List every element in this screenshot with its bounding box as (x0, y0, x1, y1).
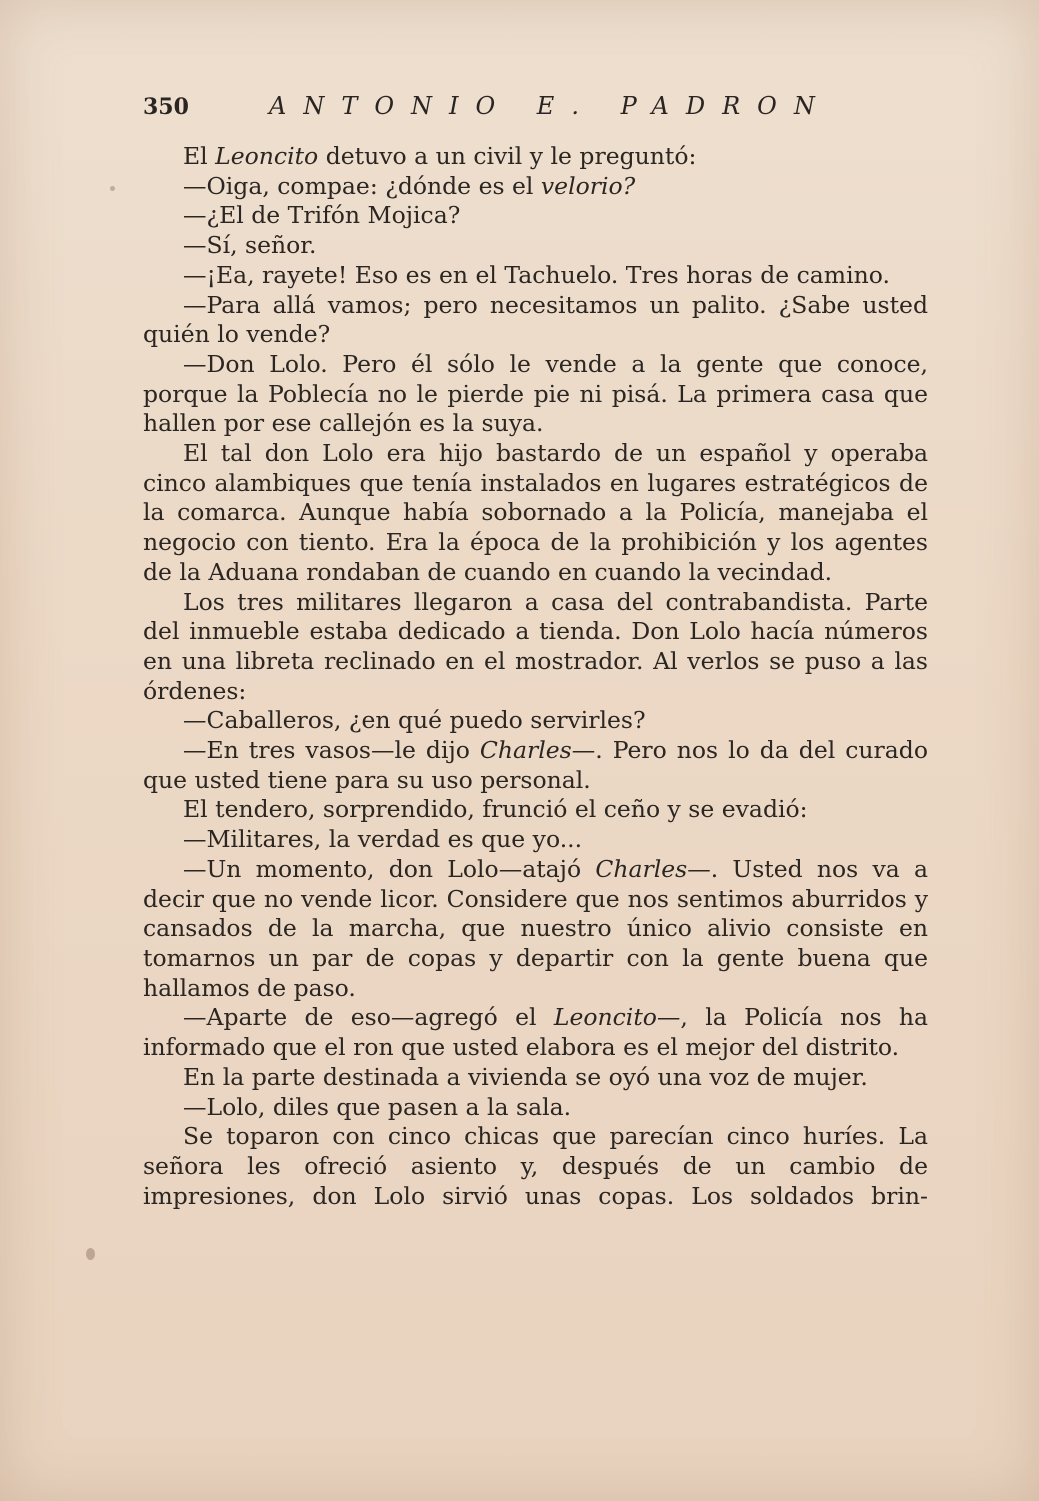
text-run: —Un momento, don Lolo—atajó (183, 854, 596, 883)
text-run: Los tres militares llegaron a casa del contrabandista. Parte del inmueble estaba dedicado a tienda. Don Lolo hacía números en una libreta reclinado en el mostrador. Al verlos se puso a las órdenes: (143, 587, 928, 705)
italic-text-run: Charles (595, 854, 688, 883)
paragraph (143, 588, 928, 707)
paragraph (143, 201, 928, 231)
text-run: Se toparon con cinco chicas que parecían cinco huríes. La señora les ofreció asiento y, después de un cambio de impresiones, don Lolo sirvió unas copas. Los soldados brin- (143, 1122, 928, 1210)
paragraph (143, 706, 928, 736)
text-run: —Para allá vamos; pero necesitamos un palito. ¿Sabe usted quién lo vende? (143, 290, 928, 349)
italic-text-run: velorio? (540, 171, 636, 200)
paragraph (143, 855, 928, 1004)
paragraph (143, 1122, 928, 1211)
paper-stain (110, 186, 115, 191)
paragraph (143, 736, 928, 795)
text-run: El tal don Lolo era hijo bastardo de un español y operaba cinco alambiques que tenía instalados en lugares estratégicos de la comarca. Aunque había sobornado a la Policía, manejaba el negocio con tiento. Era la época de la prohibición y los agentes de la Aduana rondaban de cuando en cuando la vecindad. (143, 439, 928, 586)
paper-stain (86, 1248, 95, 1260)
paragraph (143, 350, 928, 439)
paragraph (143, 142, 928, 172)
text-run: —¡Ea, rayete! Eso es en el Tachuelo. Tres horas de camino. (183, 260, 890, 289)
text-run: —¿El de Trifón Mojica? (183, 201, 461, 230)
paragraph (143, 1063, 928, 1093)
paragraph (143, 1093, 928, 1123)
text-run: El (183, 142, 216, 170)
italic-text-run: Charles (479, 736, 572, 765)
paragraph (143, 825, 928, 855)
paragraph (143, 1003, 928, 1062)
paragraph (143, 231, 928, 261)
paragraph (143, 795, 928, 825)
paragraph (143, 172, 928, 202)
paragraph (143, 291, 928, 350)
paragraph (143, 261, 928, 291)
page-header (143, 92, 933, 128)
text-run: detuvo a un civil y le preguntó: (318, 142, 697, 170)
text-run: El tendero, sorprendido, frunció el ceño y se evadió: (183, 795, 808, 824)
body-text (143, 142, 928, 1211)
text-run: —, la Policía nos ha informado que el ron que usted elabora es el mejor del distrito. (143, 1003, 928, 1062)
page-number: 350 (143, 94, 189, 120)
running-head: ANTONIO E. PADRON (269, 92, 832, 120)
text-run: —Caballeros, ¿en qué puedo servirles? (183, 706, 646, 735)
text-run: —Aparte de eso—agregó el (183, 1003, 554, 1032)
text-run: —Sí, señor. (183, 231, 317, 260)
italic-text-run: Leoncito (215, 142, 319, 170)
italic-text-run: Leoncito (553, 1003, 657, 1032)
text-run: —Militares, la verdad es que yo... (183, 825, 583, 854)
text-run: —Oiga, compae: ¿dónde es el (183, 171, 541, 200)
text-run: —Lolo, diles que pasen a la sala. (183, 1092, 572, 1121)
text-run: —Don Lolo. Pero él sólo le vende a la gente que conoce, porque la Poblecía no le pierde pie ni pisá. La primera casa que hallen por ese callejón es la suya. (143, 349, 928, 438)
text-run: —. Usted nos va a decir que no vende licor. Considere que nos sentimos aburridos y cansados de la marcha, que nuestro único alivio consiste en tomarnos un par de copas y departir con la gente buena que hallamos de paso. (143, 854, 928, 1002)
paragraph (143, 439, 928, 588)
text-run: —En tres vasos—le dijo (183, 736, 480, 765)
text-run: —. Pero nos lo da del curado que usted tiene para su uso personal. (143, 736, 928, 794)
text-run: En la parte destinada a vivienda se oyó una voz de mujer. (183, 1062, 868, 1091)
